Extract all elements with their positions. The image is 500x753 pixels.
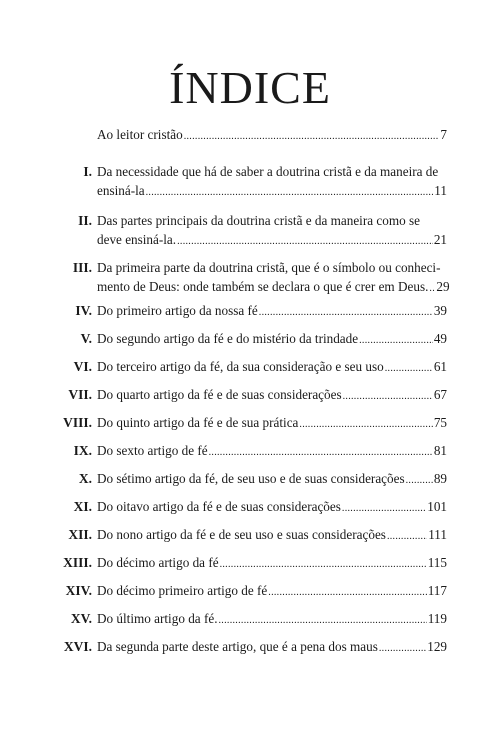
dot-leader [387, 527, 427, 546]
dot-leader [184, 127, 440, 146]
page-number: 67 [433, 387, 447, 402]
page-number: 7 [440, 127, 447, 142]
page-number: 29 [436, 279, 450, 294]
chapter-number: XIV. [65, 583, 92, 598]
page-number: 115 [427, 555, 447, 570]
entry-title: deve ensiná-la. [97, 232, 177, 247]
chapter-number: XII. [68, 527, 92, 542]
page-title: ÍNDICE [169, 62, 331, 113]
entry-title: mento de Deus: onde também se declara o que é crer em Deus. [97, 279, 429, 294]
entry-title: Do décimo primeiro artigo de fé [97, 583, 268, 598]
chapter-number: IX. [73, 443, 92, 458]
page-number: 11 [434, 183, 447, 198]
entry-title: Da necessidade que há de saber a doutrina cristã e da maneira de [97, 164, 439, 179]
entry-title: Do terceiro artigo da fé, da sua consideração e seu uso [97, 359, 384, 374]
dot-leader [299, 415, 432, 434]
page-number: 61 [433, 359, 447, 374]
chapter-number: I. [83, 164, 92, 179]
chapter-number: III. [72, 260, 92, 275]
page-number: 75 [433, 415, 447, 430]
entry-title: Das partes principais da doutrina cristã e da maneira como se [97, 213, 420, 228]
chapter-number: X. [78, 471, 92, 486]
page-number: 101 [427, 499, 447, 514]
dot-leader [146, 183, 434, 202]
dot-leader [259, 303, 433, 322]
dot-leader [220, 555, 427, 574]
page-number: 39 [433, 303, 447, 318]
chapter-number: II. [78, 213, 92, 228]
chapter-number: V. [80, 331, 92, 346]
dot-leader [385, 359, 433, 378]
page-number: 119 [427, 611, 447, 626]
entry-title: Do segundo artigo da fé e do mistério da trindade [97, 331, 359, 346]
entry-title: Do sétimo artigo da fé, de seu uso e de suas considerações [97, 471, 405, 486]
page-number: 117 [427, 583, 447, 598]
entry-title: Do sexto artigo de fé [97, 443, 208, 458]
chapter-number: VI. [73, 359, 92, 374]
entry-title: Do quarto artigo da fé e de suas considerações [97, 387, 342, 402]
dot-leader [268, 583, 426, 602]
entry-title: Da segunda parte deste artigo, que é a pena dos maus [97, 639, 378, 654]
page-number: 89 [433, 471, 447, 486]
entry-title: Do décimo artigo da fé [97, 555, 219, 570]
chapter-number: XV. [70, 611, 92, 626]
dot-leader [343, 387, 433, 406]
entry-title: Do quinto artigo da fé e de sua prática [97, 415, 299, 430]
entry-title: ensiná-la [97, 183, 145, 198]
chapter-number: XVI. [63, 639, 92, 654]
chapter-number: VII. [68, 387, 92, 402]
dot-leader [359, 331, 433, 350]
dot-leader [406, 471, 433, 490]
dot-leader [177, 232, 433, 251]
entry-title: Do oitavo artigo da fé e de suas considerações [97, 499, 341, 514]
page-number: 111 [428, 527, 447, 542]
page-number: 81 [433, 443, 447, 458]
chapter-number: XIII. [63, 555, 92, 570]
page-number: 21 [433, 232, 447, 247]
dot-leader [209, 443, 433, 462]
entry-title: Ao leitor cristão [97, 127, 183, 142]
chapter-number: XI. [73, 499, 92, 514]
dot-leader [429, 279, 435, 298]
chapter-number: IV. [75, 303, 92, 318]
page-number: 129 [427, 639, 447, 654]
entry-title: Do primeiro artigo da nossa fé [97, 303, 258, 318]
entry-title: Do último artigo da fé. [97, 611, 218, 626]
dot-leader [379, 639, 426, 658]
chapter-number: VIII. [63, 415, 92, 430]
page-number: 49 [433, 331, 447, 346]
entry-title: Da primeira parte da doutrina cristã, que é o símbolo ou conheci- [97, 260, 441, 275]
entry-title: Do nono artigo da fé e de seu uso e suas considerações [97, 527, 386, 542]
dot-leader [342, 499, 426, 518]
dot-leader [219, 611, 427, 630]
